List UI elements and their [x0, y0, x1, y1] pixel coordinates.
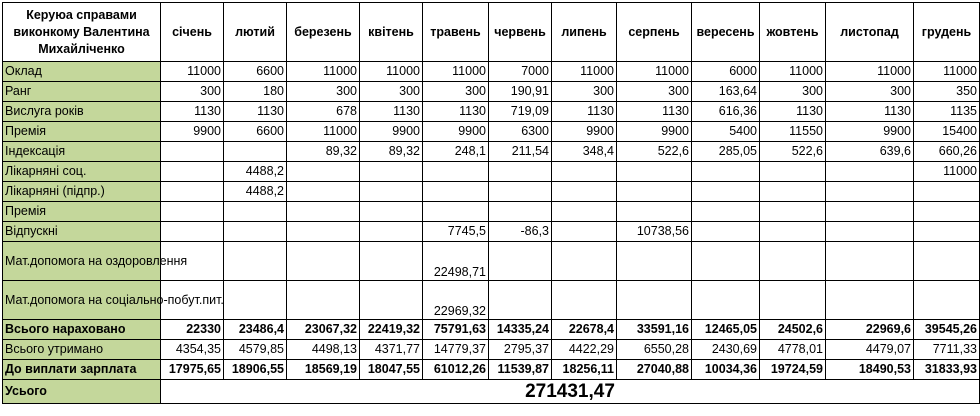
value-cell[interactable]: 1130: [826, 102, 914, 122]
value-cell[interactable]: [760, 202, 826, 222]
table-row: [3, 62, 980, 82]
month-header[interactable]: грудень: [914, 3, 980, 62]
value-cell[interactable]: 4354,35: [161, 340, 224, 360]
value-cell[interactable]: [826, 162, 914, 182]
salary-table: [2, 2, 980, 404]
value-cell[interactable]: 6300: [489, 122, 552, 142]
row-label[interactable]: Ранг: [3, 82, 161, 102]
value-cell[interactable]: 678: [287, 102, 360, 122]
value-cell[interactable]: [914, 281, 980, 320]
row-label[interactable]: Лікарняні (підпр.): [3, 182, 161, 202]
row-label[interactable]: До виплати зарплата: [3, 360, 161, 380]
month-header[interactable]: серпень: [617, 3, 692, 62]
value-cell[interactable]: 11000: [161, 62, 224, 82]
value-cell[interactable]: 522,6: [617, 142, 692, 162]
value-cell[interactable]: 89,32: [360, 142, 423, 162]
value-cell[interactable]: [692, 162, 760, 182]
value-cell[interactable]: 211,54: [489, 142, 552, 162]
value-cell[interactable]: 11000: [287, 62, 360, 82]
value-cell[interactable]: 11000: [360, 62, 423, 82]
value-cell[interactable]: 4488,2: [224, 162, 287, 182]
table-row: [3, 242, 980, 281]
value-cell[interactable]: 4579,85: [224, 340, 287, 360]
table-row: [3, 102, 980, 122]
value-cell[interactable]: [692, 242, 760, 281]
value-cell[interactable]: [914, 222, 980, 242]
month-header[interactable]: жовтень: [760, 3, 826, 62]
value-cell[interactable]: 639,6: [826, 142, 914, 162]
value-cell[interactable]: 17975,65: [161, 360, 224, 380]
value-cell[interactable]: 300: [287, 82, 360, 102]
row-label[interactable]: Індексація: [3, 142, 161, 162]
value-cell[interactable]: 9900: [360, 122, 423, 142]
value-cell[interactable]: 4479,07: [826, 340, 914, 360]
value-cell[interactable]: 22330: [161, 320, 224, 340]
value-cell[interactable]: 18906,55: [224, 360, 287, 380]
value-cell[interactable]: 22969,32: [423, 281, 489, 320]
value-cell[interactable]: 4778,01: [760, 340, 826, 360]
value-cell[interactable]: [360, 222, 423, 242]
value-cell[interactable]: 7711,33: [914, 340, 980, 360]
value-cell[interactable]: 300: [423, 82, 489, 102]
value-cell[interactable]: 660,26: [914, 142, 980, 162]
value-cell[interactable]: [826, 242, 914, 281]
value-cell[interactable]: 300: [552, 82, 617, 102]
value-cell[interactable]: [360, 281, 423, 320]
value-cell[interactable]: [360, 182, 423, 202]
value-cell[interactable]: 1130: [224, 102, 287, 122]
value-cell[interactable]: 300: [760, 82, 826, 102]
row-label[interactable]: Відпускні: [3, 222, 161, 242]
value-cell[interactable]: [287, 182, 360, 202]
header-row: [3, 3, 980, 62]
value-cell[interactable]: 23067,32: [287, 320, 360, 340]
value-cell[interactable]: [489, 162, 552, 182]
value-cell[interactable]: [552, 202, 617, 222]
month-header[interactable]: травень: [423, 3, 489, 62]
month-header[interactable]: квітень: [360, 3, 423, 62]
row-label[interactable]: Оклад: [3, 62, 161, 82]
table-row: [3, 182, 980, 202]
value-cell[interactable]: [826, 222, 914, 242]
value-cell[interactable]: [826, 281, 914, 320]
table-row: [3, 162, 980, 182]
value-cell[interactable]: 15400: [914, 122, 980, 142]
table-row: [3, 360, 980, 380]
value-cell[interactable]: 39545,26: [914, 320, 980, 340]
value-cell[interactable]: 11000: [914, 162, 980, 182]
value-cell[interactable]: 348,4: [552, 142, 617, 162]
value-cell[interactable]: 5400: [692, 122, 760, 142]
value-cell[interactable]: 1130: [552, 102, 617, 122]
table-row: [3, 281, 980, 320]
month-header[interactable]: вересень: [692, 3, 760, 62]
value-cell[interactable]: 2795,37: [489, 340, 552, 360]
value-cell[interactable]: 7000: [489, 62, 552, 82]
value-cell[interactable]: [760, 222, 826, 242]
value-cell[interactable]: [489, 202, 552, 222]
value-cell[interactable]: 522,6: [760, 142, 826, 162]
row-label[interactable]: Мат.допомога на соціально-побут.пит.: [3, 281, 161, 320]
value-cell[interactable]: [287, 202, 360, 222]
value-cell[interactable]: [224, 202, 287, 222]
value-cell[interactable]: 24502,6: [760, 320, 826, 340]
table-row: [3, 340, 980, 360]
value-cell[interactable]: 6550,28: [617, 340, 692, 360]
value-cell[interactable]: [826, 182, 914, 202]
value-cell[interactable]: [423, 182, 489, 202]
value-cell[interactable]: [760, 281, 826, 320]
value-cell[interactable]: 9900: [617, 122, 692, 142]
row-label[interactable]: Мат.допомога на оздоровлення: [3, 242, 161, 281]
value-cell[interactable]: [692, 182, 760, 202]
value-cell[interactable]: 300: [161, 82, 224, 102]
value-cell[interactable]: [224, 242, 287, 281]
value-cell[interactable]: 23486,4: [224, 320, 287, 340]
value-cell[interactable]: 11539,87: [489, 360, 552, 380]
row-label[interactable]: Лікарняні соц.: [3, 162, 161, 182]
value-cell[interactable]: [617, 202, 692, 222]
value-cell[interactable]: 9900: [826, 122, 914, 142]
value-cell[interactable]: 19724,59: [760, 360, 826, 380]
value-cell[interactable]: [360, 202, 423, 222]
value-cell[interactable]: 1130: [360, 102, 423, 122]
value-cell[interactable]: [161, 222, 224, 242]
value-cell[interactable]: 1130: [617, 102, 692, 122]
row-label[interactable]: Премія: [3, 202, 161, 222]
value-cell[interactable]: [760, 162, 826, 182]
table-title[interactable]: Керуюа справами виконкому Валентина Михайліченко: [3, 3, 161, 62]
value-cell[interactable]: 18569,19: [287, 360, 360, 380]
value-cell[interactable]: [224, 222, 287, 242]
value-cell[interactable]: [161, 202, 224, 222]
table-row: [3, 142, 980, 162]
value-cell[interactable]: 190,91: [489, 82, 552, 102]
value-cell[interactable]: [552, 182, 617, 202]
value-cell[interactable]: [692, 222, 760, 242]
value-cell[interactable]: -86,3: [489, 222, 552, 242]
value-cell[interactable]: 10738,56: [617, 222, 692, 242]
table-row: [3, 202, 980, 222]
value-cell[interactable]: [760, 182, 826, 202]
value-cell[interactable]: [161, 142, 224, 162]
value-cell[interactable]: [161, 182, 224, 202]
value-cell[interactable]: 300: [617, 82, 692, 102]
value-cell[interactable]: 11000: [423, 62, 489, 82]
value-cell[interactable]: 1135: [914, 102, 980, 122]
value-cell[interactable]: [617, 242, 692, 281]
value-cell[interactable]: 22498,71: [423, 242, 489, 281]
value-cell[interactable]: 1130: [760, 102, 826, 122]
value-cell[interactable]: 89,32: [287, 142, 360, 162]
row-label[interactable]: Всього нараховано: [3, 320, 161, 340]
grand-total-value[interactable]: 271431,47: [161, 380, 980, 404]
value-cell[interactable]: 11000: [914, 62, 980, 82]
value-cell[interactable]: [224, 142, 287, 162]
value-cell[interactable]: [617, 162, 692, 182]
value-cell[interactable]: 616,36: [692, 102, 760, 122]
value-cell[interactable]: 4498,13: [287, 340, 360, 360]
value-cell[interactable]: [423, 162, 489, 182]
value-cell[interactable]: 27040,88: [617, 360, 692, 380]
value-cell[interactable]: 18490,53: [826, 360, 914, 380]
value-cell[interactable]: 9900: [161, 122, 224, 142]
value-cell[interactable]: [161, 162, 224, 182]
month-header[interactable]: січень: [161, 3, 224, 62]
table-row: [3, 222, 980, 242]
value-cell[interactable]: [360, 242, 423, 281]
value-cell[interactable]: [692, 202, 760, 222]
value-cell[interactable]: 11000: [552, 62, 617, 82]
value-cell[interactable]: 11000: [760, 62, 826, 82]
month-header[interactable]: червень: [489, 3, 552, 62]
value-cell[interactable]: 300: [360, 82, 423, 102]
value-cell[interactable]: [826, 202, 914, 222]
value-cell[interactable]: [692, 281, 760, 320]
value-cell[interactable]: [617, 182, 692, 202]
value-cell[interactable]: 6600: [224, 122, 287, 142]
value-cell[interactable]: 18256,11: [552, 360, 617, 380]
value-cell[interactable]: 14779,37: [423, 340, 489, 360]
value-cell[interactable]: [914, 242, 980, 281]
value-cell[interactable]: [617, 281, 692, 320]
value-cell[interactable]: 10034,36: [692, 360, 760, 380]
value-cell[interactable]: 75791,63: [423, 320, 489, 340]
table-row: [3, 122, 980, 142]
value-cell[interactable]: 22419,32: [360, 320, 423, 340]
month-header[interactable]: лютий: [224, 3, 287, 62]
value-cell[interactable]: [552, 162, 617, 182]
value-cell[interactable]: 285,05: [692, 142, 760, 162]
value-cell[interactable]: 163,64: [692, 82, 760, 102]
value-cell[interactable]: [224, 281, 287, 320]
value-cell[interactable]: 4488,2: [224, 182, 287, 202]
month-header[interactable]: липень: [552, 3, 617, 62]
value-cell[interactable]: [287, 222, 360, 242]
value-cell[interactable]: 6600: [224, 62, 287, 82]
month-header[interactable]: листопад: [826, 3, 914, 62]
month-header[interactable]: березень: [287, 3, 360, 62]
value-cell[interactable]: [489, 182, 552, 202]
value-cell[interactable]: 248,1: [423, 142, 489, 162]
value-cell[interactable]: [360, 162, 423, 182]
value-cell[interactable]: [552, 222, 617, 242]
value-cell[interactable]: 18047,55: [360, 360, 423, 380]
value-cell[interactable]: 31833,93: [914, 360, 980, 380]
value-cell[interactable]: [423, 202, 489, 222]
value-cell[interactable]: [489, 281, 552, 320]
value-cell[interactable]: [287, 162, 360, 182]
value-cell[interactable]: [287, 281, 360, 320]
value-cell[interactable]: 9900: [423, 122, 489, 142]
value-cell[interactable]: 350: [914, 82, 980, 102]
value-cell[interactable]: 6000: [692, 62, 760, 82]
value-cell[interactable]: 2430,69: [692, 340, 760, 360]
value-cell[interactable]: 14335,24: [489, 320, 552, 340]
value-cell[interactable]: 11000: [617, 62, 692, 82]
value-cell[interactable]: 180: [224, 82, 287, 102]
value-cell[interactable]: 300: [826, 82, 914, 102]
row-label[interactable]: Всього утримано: [3, 340, 161, 360]
value-cell[interactable]: [552, 242, 617, 281]
table-row: [3, 82, 980, 102]
value-cell[interactable]: 11550: [760, 122, 826, 142]
row-label[interactable]: Премія: [3, 122, 161, 142]
value-cell[interactable]: [914, 182, 980, 202]
value-cell[interactable]: 4422,29: [552, 340, 617, 360]
value-cell[interactable]: 33591,16: [617, 320, 692, 340]
value-cell[interactable]: 4371,77: [360, 340, 423, 360]
value-cell[interactable]: 22969,6: [826, 320, 914, 340]
value-cell[interactable]: [489, 242, 552, 281]
value-cell[interactable]: 12465,05: [692, 320, 760, 340]
value-cell[interactable]: 61012,26: [423, 360, 489, 380]
value-cell[interactable]: [760, 242, 826, 281]
row-label[interactable]: Усього: [3, 380, 161, 404]
value-cell[interactable]: 9900: [552, 122, 617, 142]
value-cell[interactable]: [287, 242, 360, 281]
value-cell[interactable]: 11000: [826, 62, 914, 82]
grand-total-row: [3, 380, 980, 404]
row-label[interactable]: Вислуга років: [3, 102, 161, 122]
value-cell[interactable]: 1130: [161, 102, 224, 122]
value-cell[interactable]: 11000: [287, 122, 360, 142]
value-cell[interactable]: [914, 202, 980, 222]
value-cell[interactable]: 22678,4: [552, 320, 617, 340]
value-cell[interactable]: [552, 281, 617, 320]
table-row: [3, 320, 980, 340]
value-cell[interactable]: 719,09: [489, 102, 552, 122]
value-cell[interactable]: 7745,5: [423, 222, 489, 242]
value-cell[interactable]: 1130: [423, 102, 489, 122]
